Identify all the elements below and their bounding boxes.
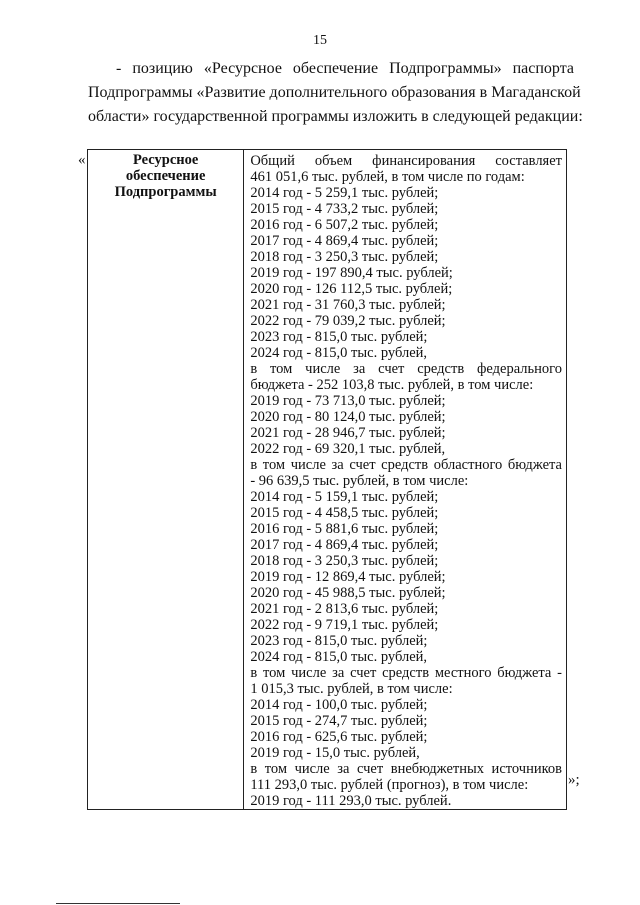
funding-line: 2020 год - 80 124,0 тыс. рублей; [250, 409, 446, 425]
intro-line: области» государственной программы изложить в следующей редакции: [88, 108, 583, 125]
funding-line: 2023 год - 815,0 тыс. рублей; [250, 329, 428, 345]
funding-line: - 96 639,5 тыс. рублей, в том числе: [250, 473, 469, 489]
funding-line: 2019 год - 12 869,4 тыс. рублей; [250, 569, 446, 585]
funding-line: 2015 год - 274,7 тыс. рублей; [250, 713, 428, 729]
funding-line: 2014 год - 5 259,1 тыс. рублей; [250, 185, 439, 201]
funding-line: 2020 год - 45 988,5 тыс. рублей; [250, 585, 446, 601]
funding-line: 2021 год - 28 946,7 тыс. рублей; [250, 425, 446, 441]
position-label-line: обеспечение [125, 168, 206, 184]
position-label-line: Подпрограммы [114, 184, 217, 200]
intro-line: Подпрограммы «Развитие дополнительного образования в Магаданской [88, 84, 581, 101]
funding-line: 2020 год - 126 112,5 тыс. рублей; [250, 281, 453, 297]
intro-paragraph [88, 57, 583, 129]
funding-line: 111 293,0 тыс. рублей (прогноз), в том числе: [250, 777, 529, 793]
funding-line: в том числе за счет средств местного бюджета - [250, 665, 562, 681]
funding-line: 1 015,3 тыс. рублей, в том числе: [250, 681, 453, 697]
position-label-cell [88, 150, 244, 810]
funding-line: 2015 год - 4 458,5 тыс. рублей; [250, 505, 439, 521]
intro-line: - позицию «Ресурсное обеспечение Подпрограммы» паспорта [116, 60, 574, 77]
funding-line: 2019 год - 111 293,0 тыс. рублей. [250, 793, 452, 809]
closing-quote: »; [568, 772, 580, 788]
funding-line: 2017 год - 4 869,4 тыс. рублей; [250, 233, 439, 249]
funding-line: 2019 год - 15,0 тыс. рублей, [250, 745, 420, 761]
funding-content-cell [244, 150, 567, 810]
position-label-line: Ресурсное [132, 152, 199, 168]
funding-line: 2015 год - 4 733,2 тыс. рублей; [250, 201, 439, 217]
funding-line: 2021 год - 31 760,3 тыс. рублей; [250, 297, 446, 313]
funding-line: 2016 год - 6 507,2 тыс. рублей; [250, 217, 439, 233]
funding-line: 2024 год - 815,0 тыс. рублей, [250, 649, 428, 665]
funding-line: в том числе за счет средств областного бюджета [250, 457, 562, 473]
funding-line: 2022 год - 79 039,2 тыс. рублей; [250, 313, 446, 329]
funding-line: 2014 год - 100,0 тыс. рублей; [250, 697, 428, 713]
funding-line: 2019 год - 73 713,0 тыс. рублей; [250, 393, 446, 409]
page-number: 15 [313, 33, 327, 48]
funding-line: 2023 год - 815,0 тыс. рублей; [250, 633, 428, 649]
funding-line: 2018 год - 3 250,3 тыс. рублей; [250, 249, 439, 265]
funding-line: в том числе за счет внебюджетных источников [250, 761, 562, 777]
funding-line: в том числе за счет средств федерального [250, 361, 562, 377]
funding-line: 461 051,6 тыс. рублей, в том числе по годам: [250, 169, 525, 185]
table-row [88, 150, 567, 810]
funding-line: 2016 год - 5 881,6 тыс. рублей; [250, 521, 439, 537]
opening-quote: « [78, 152, 86, 168]
funding-line: бюджета - 252 103,8 тыс. рублей, в том числе: [250, 377, 534, 393]
funding-line: 2019 год - 197 890,4 тыс. рублей; [250, 265, 453, 281]
funding-line: 2022 год - 69 320,1 тыс. рублей, [250, 441, 446, 457]
funding-line: 2016 год - 625,6 тыс. рублей; [250, 729, 428, 745]
footnote-divider [56, 903, 180, 904]
resource-table [87, 149, 567, 810]
funding-line: Общий объем финансирования составляет [250, 153, 562, 169]
funding-line: 2024 год - 815,0 тыс. рублей, [250, 345, 428, 361]
funding-line: 2018 год - 3 250,3 тыс. рублей; [250, 553, 439, 569]
funding-line: 2017 год - 4 869,4 тыс. рублей; [250, 537, 439, 553]
funding-line: 2022 год - 9 719,1 тыс. рублей; [250, 617, 439, 633]
funding-line: 2021 год - 2 813,6 тыс. рублей; [250, 601, 439, 617]
funding-line: 2014 год - 5 159,1 тыс. рублей; [250, 489, 439, 505]
